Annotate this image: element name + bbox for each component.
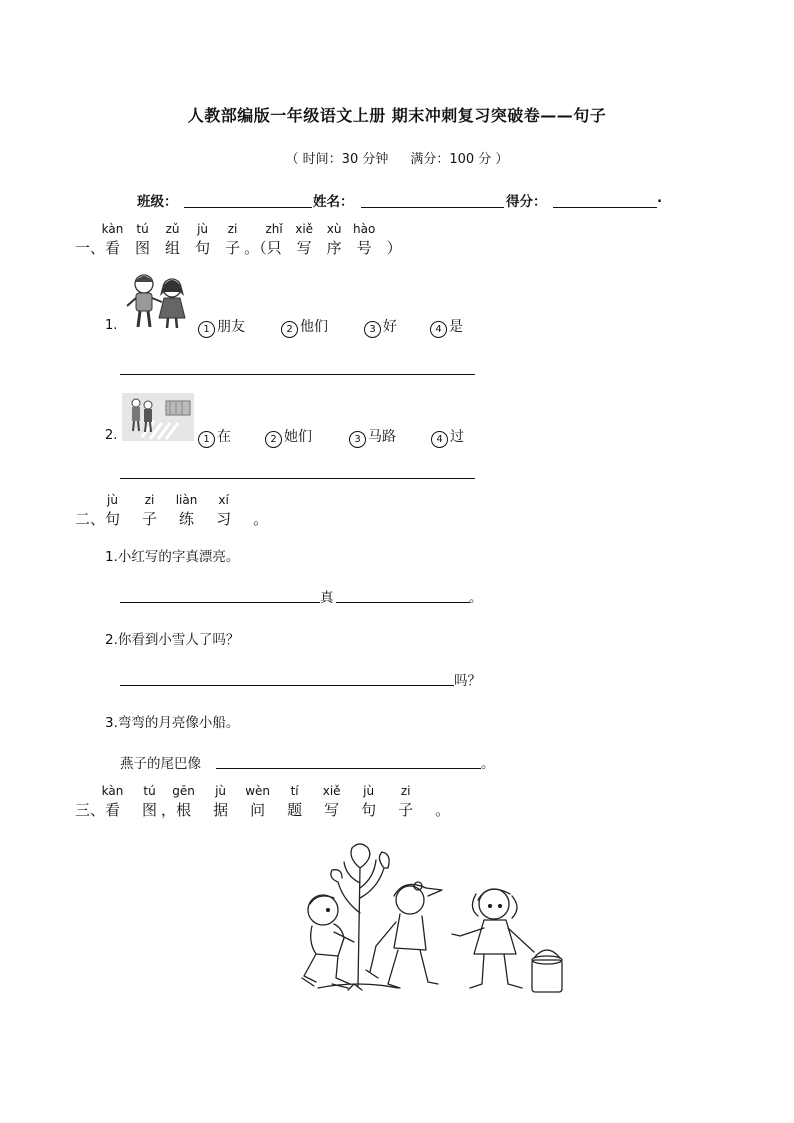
crossing-road-illustration (122, 393, 194, 441)
option: 2 她们 (265, 426, 312, 448)
option: 2 他们 (281, 316, 328, 338)
exam-info (0, 148, 794, 167)
name-field[interactable] (361, 207, 504, 208)
option: 3 马路 (349, 426, 396, 448)
time-limit: （ 时间：30 分钟 (285, 152, 389, 167)
question-sentence: 2.你看到小雪人了吗？ (105, 632, 240, 648)
option: 4 过 (431, 426, 464, 448)
full-score: 满分：100 分 ） (410, 152, 509, 167)
question-number: 1. (105, 318, 118, 333)
question-number: 2. (105, 428, 118, 443)
answer-line[interactable] (216, 768, 481, 769)
class-label: 班级： (137, 194, 178, 210)
end-punctuation: 。 (469, 590, 483, 606)
section-2-heading: 二、 jù 句 zi 子 liàn 练 xí 习 。 (75, 493, 269, 528)
name-label: 姓名： (313, 194, 354, 210)
score-label: 得分： (506, 194, 547, 210)
option: 1 朋友 (198, 316, 245, 338)
end-mark: . (657, 190, 663, 206)
section-3-heading: 三、 kàn 看 tú 图 ， gēn 根 jù 据 wèn 问 tí 题 xiě 写 jù 句 zi 子 。 (75, 784, 451, 819)
class-field[interactable] (184, 207, 312, 208)
answer-line[interactable] (120, 478, 475, 479)
section-1-heading: 一、 kàn 看 tú 图 zǔ 组 jù 句 zi 子 。（ zhǐ 只 xiě 写 xù 序 hào 号 ） (75, 222, 402, 257)
answer-line[interactable] (336, 602, 470, 603)
page-title: 人教部编版一年级语文上册 期末冲刺复习突破卷——句子 (187, 106, 607, 125)
template-word: 真 (320, 590, 334, 606)
score-field[interactable] (553, 207, 657, 208)
tree-planting-illustration (288, 838, 578, 1003)
option: 3 好 (364, 316, 397, 338)
end-punctuation: 。 (481, 756, 495, 772)
end-punctuation: 吗？ (454, 673, 481, 689)
question-sentence: 3.弯弯的月亮像小船。 (105, 715, 240, 731)
option: 4 是 (430, 316, 463, 338)
answer-line[interactable] (120, 602, 320, 603)
friends-illustration (122, 270, 194, 332)
question-sentence: 1.小红写的字真漂亮。 (105, 549, 240, 565)
answer-line[interactable] (120, 685, 454, 686)
template-prefix: 燕子的尾巴像 (120, 756, 201, 772)
answer-line[interactable] (120, 374, 475, 375)
option: 1 在 (198, 426, 231, 448)
